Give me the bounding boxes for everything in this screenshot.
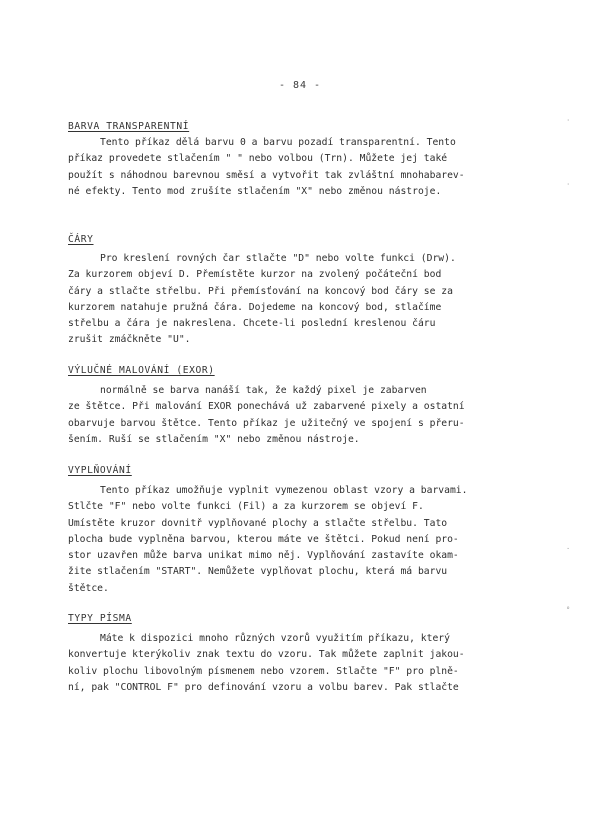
text-line: stor uzavřen může barva unikat mimo něj. Vyplňování zastavíte okam- bbox=[68, 550, 459, 562]
text-line: Pro kreslení rovných čar stlačte "D" nebo volte funkci (Drw). bbox=[100, 253, 456, 264]
text-line: šením. Ruší se stlačením "X" nebo změnou nástroje. bbox=[68, 433, 360, 445]
text-line: Máte k dispozici mnoho různých vzorů využitím příkazu, který bbox=[100, 633, 450, 644]
text-line: příkaz provedete stlačením " " nebo volbou (Trn). Můžete jej také bbox=[68, 153, 448, 165]
section-body-cary bbox=[68, 251, 508, 349]
section-heading-cary: ČÁRY bbox=[68, 234, 94, 245]
section-body-barva-transparentni bbox=[68, 135, 508, 200]
text-line: čáry a stlačte střelbu. Při přemísťování na koncový bod čáry se za bbox=[68, 285, 453, 297]
scan-speck: ˌ bbox=[566, 178, 571, 186]
text-line: štětce. bbox=[68, 582, 109, 594]
text-line: Umístěte kruzor dovnitř vyplňované plochy a stlačte střelbu. Tato bbox=[68, 517, 448, 529]
text-line: konvertuje kterýkoliv znak textu do vzoru. Tak můžete zaplnit jakou- bbox=[68, 649, 465, 661]
text-line: Tento příkaz dělá barvu 0 a barvu pozadí transparentní. Tento bbox=[100, 137, 456, 148]
section-body-typy-pisma bbox=[68, 631, 508, 696]
section-heading-vylucne-malovani: VÝLUČNÉ MALOVÁNÍ (EXOR) bbox=[68, 365, 215, 376]
text-line: ze štětce. Při malování EXOR ponechává už zabarvené pixely a ostatní bbox=[68, 401, 465, 413]
section-heading-vyplnovani: VYPLŇOVÁNÍ bbox=[68, 465, 132, 476]
text-line: Tento příkaz umožňuje vyplnit vymezenou oblast vzory a barvami. bbox=[100, 485, 468, 496]
scan-speck: ° bbox=[566, 606, 571, 614]
text-line: né efekty. Tento mod zrušíte stlačením "X" nebo změnou nástroje. bbox=[68, 185, 442, 197]
section-heading-barva-transparentni: BARVA TRANSPARENTNÍ bbox=[68, 121, 190, 132]
text-line: normálně se barva nanáší tak, že každý pixel je zabarven bbox=[100, 385, 427, 396]
scan-speck: · bbox=[566, 545, 571, 553]
text-line: střelbu a čára je nakreslena. Chcete-li poslední kreslenou čáru bbox=[68, 318, 436, 330]
section-body-vylucne-malovani bbox=[68, 383, 508, 448]
text-line: obarvuje barvou štětce. Tento příkaz je užitečný ve spojení s přeru- bbox=[68, 417, 465, 429]
text-line: plocha bude vyplněna barvou, kterou máte ve štětci. Pokud není pro- bbox=[68, 533, 459, 545]
page-number: - 84 - bbox=[278, 80, 322, 91]
text-line: použít s náhodnou barevnou směsí a vytvořit tak zvláštní mnohabarev- bbox=[68, 169, 465, 181]
section-body-vyplnovani bbox=[68, 483, 508, 597]
text-line: zrušit zmáčkněte "U". bbox=[68, 334, 191, 346]
scan-speck: ˌ bbox=[566, 114, 571, 122]
text-line: ní, pak "CONTROL F" pro definování vzoru a volbu barev. Pak stlačte bbox=[68, 681, 459, 693]
text-line: Za kurzorem objeví D. Přemístěte kurzor na zvolený počáteční bod bbox=[68, 269, 442, 281]
text-line: kurzorem natahuje pružná čára. Dojedeme na koncový bod, stlačíme bbox=[68, 301, 442, 313]
text-line: Stlčte "F" nebo volte funkci (Fil) a za kurzorem se objeví F. bbox=[68, 501, 424, 513]
section-heading-typy-pisma: TYPY PÍSMA bbox=[68, 613, 132, 624]
text-line: žite stlačením "START". Nemůžete vyplňovat plochu, která má barvu bbox=[68, 566, 448, 578]
text-line: koliv plochu libovolným písmenem nebo vzorem. Stlačte "F" pro plně- bbox=[68, 665, 459, 677]
